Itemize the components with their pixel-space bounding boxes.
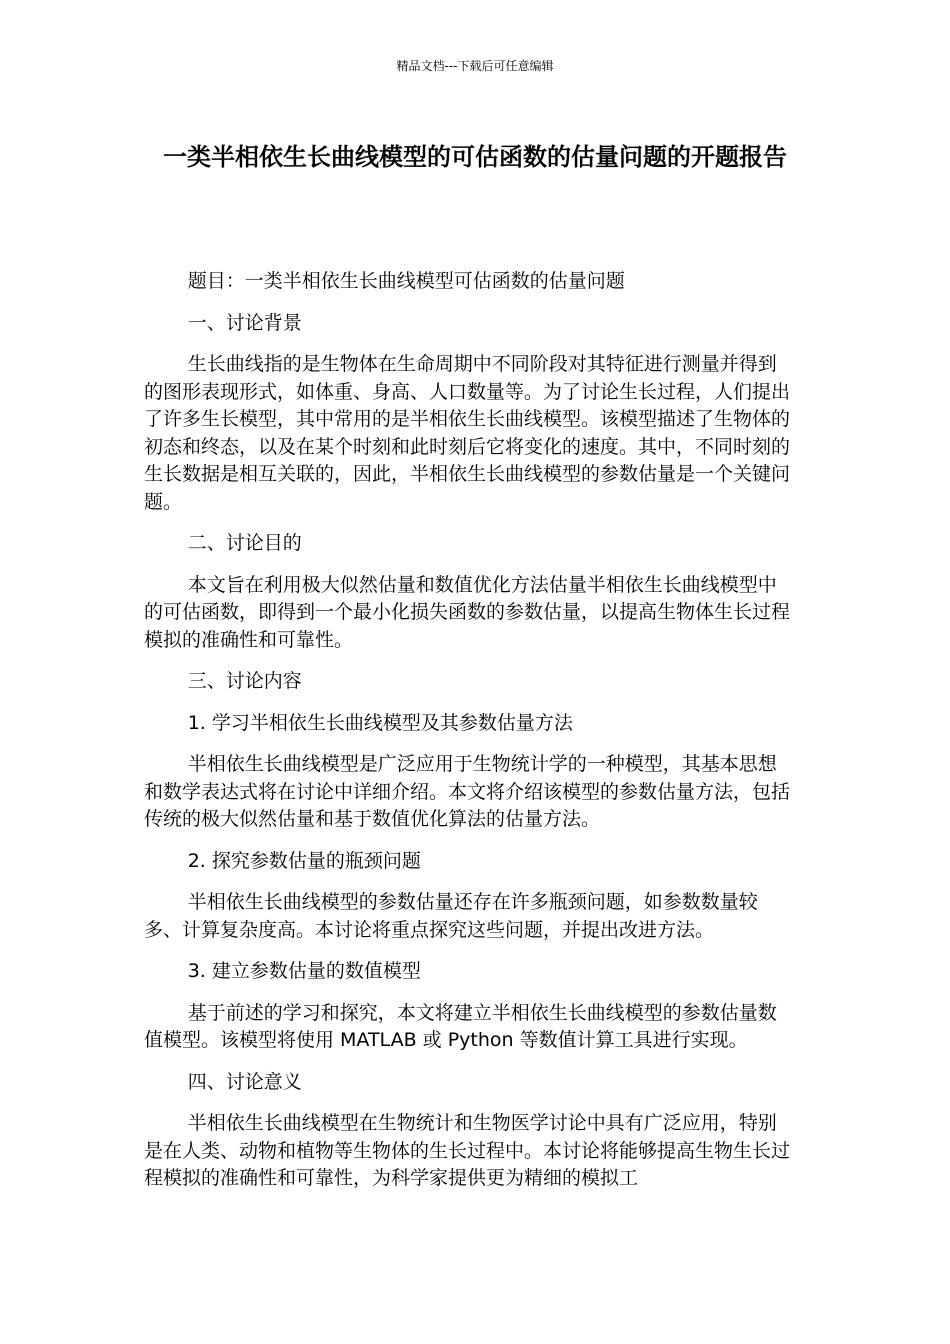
header-note: 精品文档---下载后可任意编辑 — [396, 59, 554, 73]
section-heading-significance: 四、讨论意义 — [187, 1070, 302, 1093]
section-text-purpose: 本文旨在利用极大似然估量和数值优化方法估量半相依生长曲线模型中的可估函数，即得到一个最小化损失函数的参数估量，以提高生物体生长过程模拟的准确性和可靠性。 — [144, 573, 791, 651]
content-text-3: 基于前述的学习和探究，本文将建立半相依生长曲线模型的参数估量数值模型。该模型将使用 MATLAB 或 Python 等数值计算工具进行实现。 — [144, 1001, 777, 1051]
content-text-1: 半相依生长曲线模型是广泛应用于生物统计学的一种模型，其基本思想和数学表达式将在讨论中详细介绍。本文将介绍该模型的参数估量方法，包括传统的极大似然估量和基于数值优化算法的估量方法。 — [144, 753, 791, 830]
document-body — [144, 268, 794, 1207]
topic-line: 题目：一类半相依生长曲线模型可估函数的估量问题 — [187, 270, 625, 292]
section-heading-background: 一、讨论背景 — [187, 311, 302, 334]
content-subheading-3: 3. 建立参数估量的数值模型 — [187, 960, 421, 982]
section-text-significance: 半相依生长曲线模型在生物统计和生物医学讨论中具有广泛应用，特别是在人类、动物和植物等生物体的生长过程中。本讨论将能够提高生物生长过程模拟的准确性和可靠性，为科学家提供更为精细的模拟工 — [144, 1112, 791, 1189]
section-text-background: 生长曲线指的是生物体在生命周期中不同阶段对其特征进行测量并得到的图形表现形式，如体重、身高、人口数量等。为了讨论生长过程，人们提出了许多生长模型，其中常用的是半相依生长曲线模型。该模型描述了生物体的初态和终态，以及在某个时刻和此时刻后它将变化的速度。其中，不同时刻的生长数据是相互关联的，因此，半相依生长曲线模型的参数估量是一个关键问题。 — [144, 353, 791, 513]
content-subheading-2: 2. 探究参数估量的瓶颈问题 — [187, 849, 421, 872]
section-heading-content: 三、讨论内容 — [187, 670, 302, 692]
content-text-2: 半相依生长曲线模型的参数估量还存在许多瓶颈问题，如参数数量较多、计算复杂度高。本讨论将重点探究这些问题，并提出改进方法。 — [144, 891, 758, 941]
section-heading-purpose: 二、讨论目的 — [187, 532, 302, 554]
document-title: 一类半相依生长曲线模型的可估函数的估量问题的开题报告 — [163, 143, 787, 171]
content-subheading-1: 1. 学习半相依生长曲线模型及其参数估量方法 — [187, 711, 573, 734]
